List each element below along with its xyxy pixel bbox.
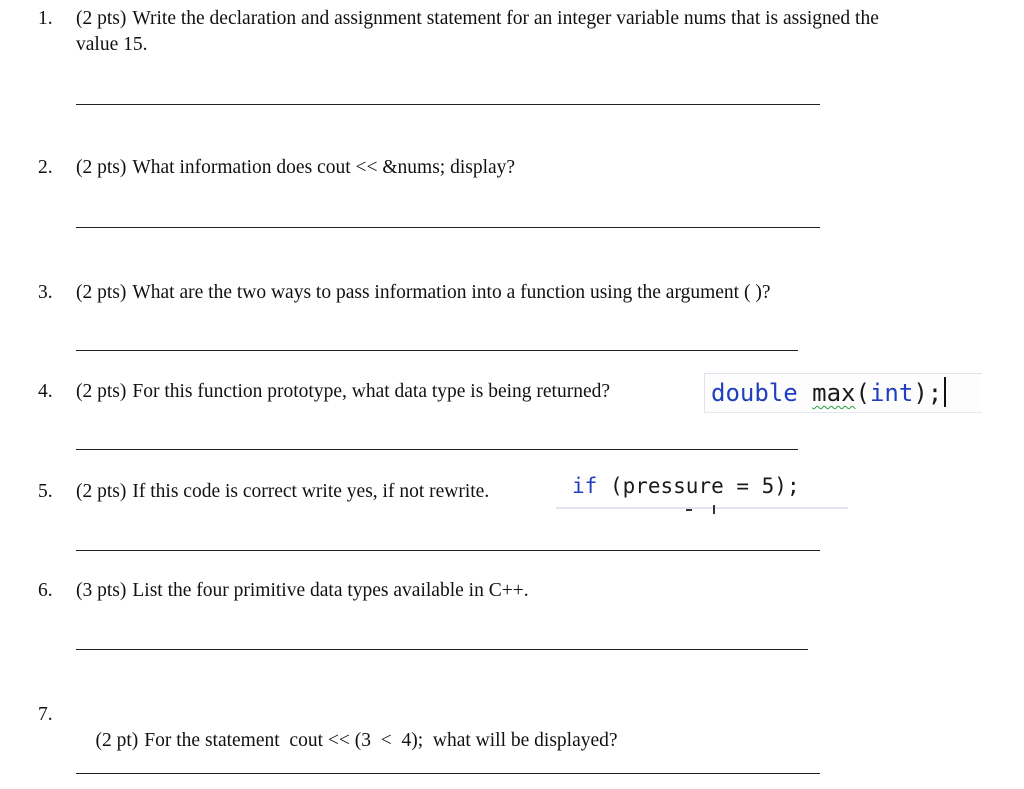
code-keyword-double: double [711, 379, 798, 407]
question-number: 2. [38, 157, 53, 178]
code-open-paren: ( [855, 379, 870, 407]
question-text-line1: What information does cout << &nums; display? [132, 157, 516, 178]
answer-line-7[interactable] [76, 773, 820, 774]
question-number: 1. [38, 8, 53, 29]
code-scroll-marks [686, 503, 726, 515]
tick-bar [713, 505, 715, 514]
question-text-line1: Write the declaration and assignment statement for an integer variable nums that is assigned the [132, 8, 879, 29]
code-snippet-prototype [704, 373, 982, 413]
text-cursor [944, 377, 946, 407]
code-function-name: max [812, 379, 856, 407]
question-text [76, 479, 489, 505]
answer-line-5[interactable] [76, 550, 820, 551]
question-points: (2 pts) [76, 481, 127, 502]
tick-dash [686, 509, 692, 511]
question-text-line1: For this function prototype, what data type is being returned? [132, 381, 611, 402]
question-text [76, 280, 770, 306]
answer-line-6[interactable] [76, 649, 808, 650]
question-points: (2 pts) [76, 282, 127, 303]
question-text [76, 702, 618, 780]
code-close: ); [913, 379, 943, 407]
question-text [76, 578, 529, 604]
code-if-body: (pressure = 5); [597, 474, 800, 498]
answer-line-1[interactable] [76, 104, 820, 105]
question-text [76, 379, 610, 405]
question-text-line1: List the four primitive data types available in C++. [132, 580, 529, 601]
answer-line-3[interactable] [76, 350, 798, 351]
question-text-line1: For the statement cout << (3 < 4); what will be displayed? [144, 730, 618, 751]
code-keyword-int: int [869, 379, 914, 407]
question-text [76, 6, 879, 32]
question-number: 4. [38, 381, 53, 402]
question-number: 3. [38, 282, 53, 303]
question-text [76, 155, 515, 181]
question-text-line1: If this code is correct write yes, if not rewrite. [132, 481, 490, 502]
question-points: (2 pts) [76, 381, 127, 402]
question-text-line1: What are the two ways to pass information into a function using the argument ( )? [132, 282, 771, 303]
answer-line-2[interactable] [76, 227, 820, 228]
question-text-line2: value 15. [76, 34, 148, 55]
answer-line-4[interactable] [76, 449, 798, 450]
code-keyword-if: if [572, 474, 598, 498]
question-points: (2 pts) [76, 8, 127, 29]
question-points: (3 pts) [76, 580, 127, 601]
question-number: 5. [38, 481, 53, 502]
question-number: 6. [38, 580, 53, 601]
question-points: (2 pts) [76, 157, 127, 178]
question-number: 7. [38, 704, 53, 725]
question-points: (2 pt) [95, 730, 139, 751]
